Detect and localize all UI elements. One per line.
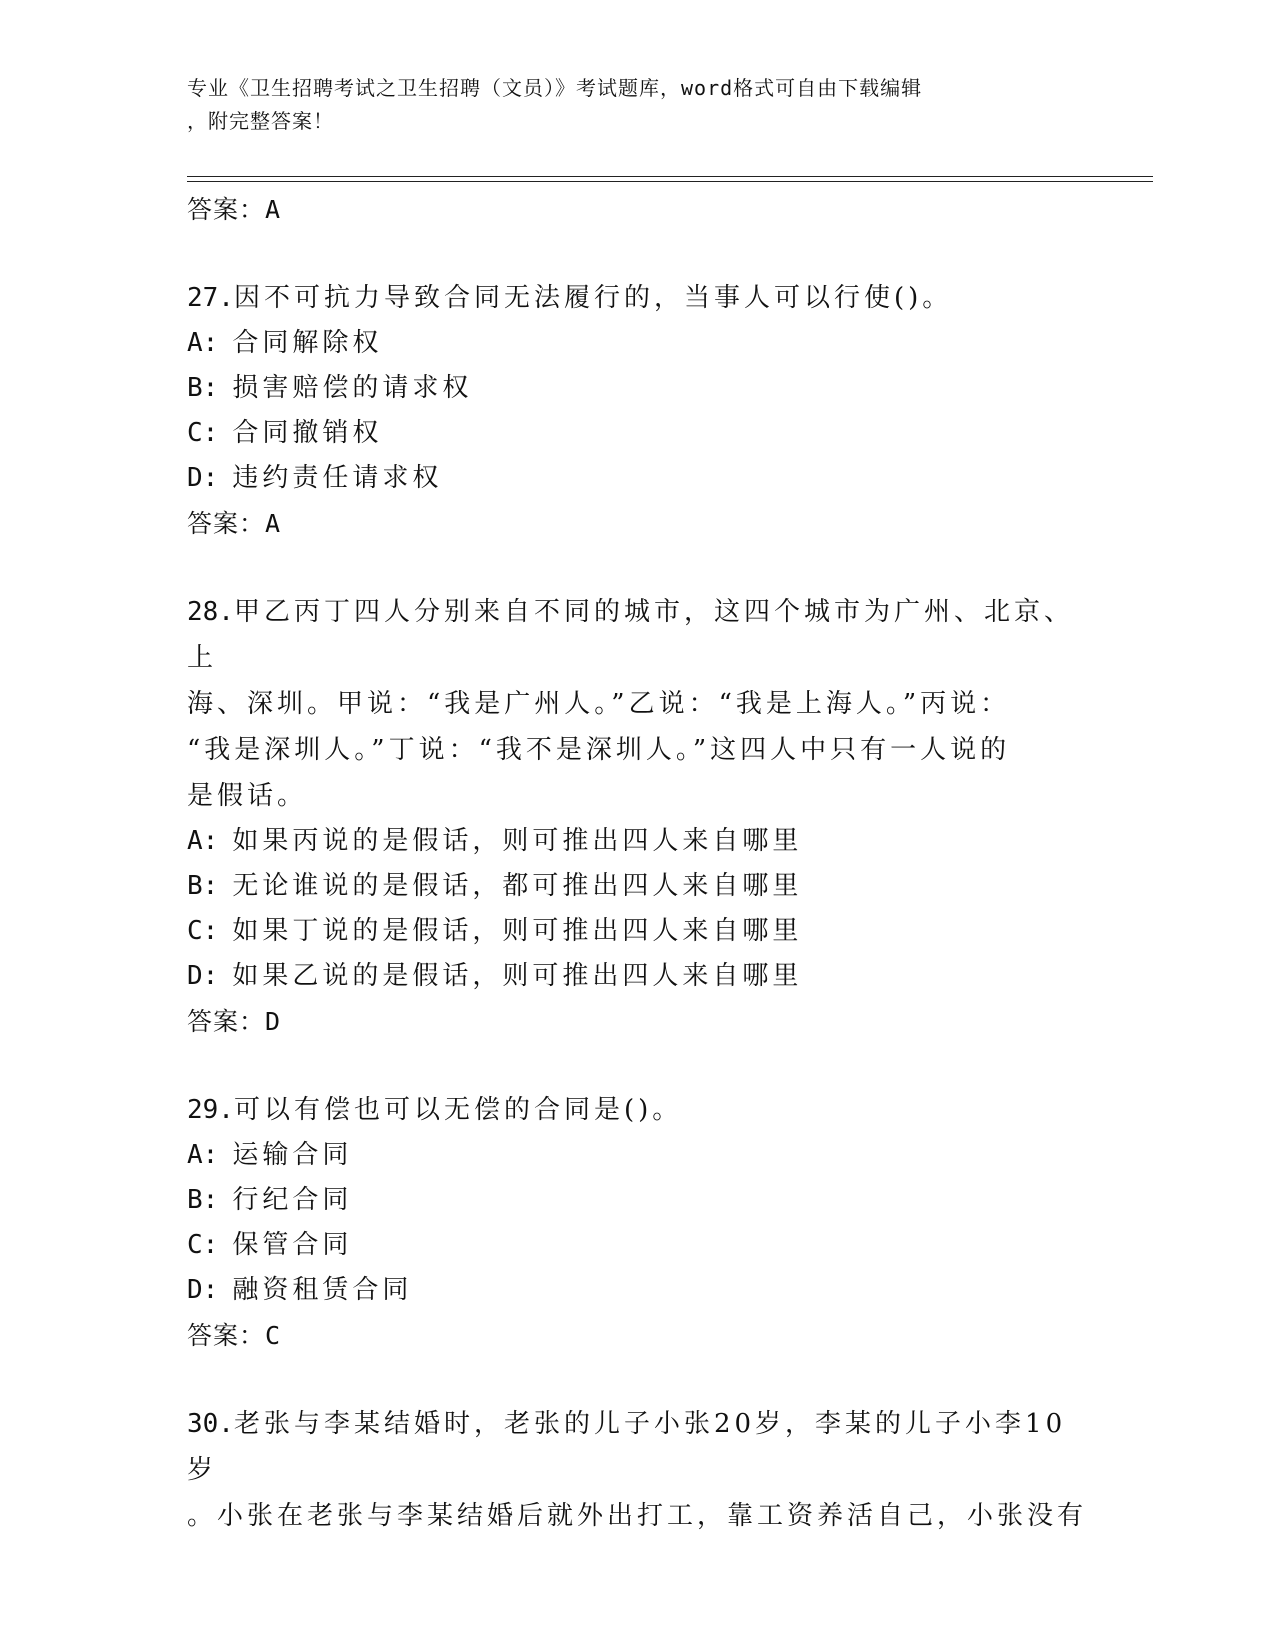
question-stem-line xyxy=(187,589,1087,681)
option-text: 运输合同 xyxy=(232,1140,353,1170)
question-30 xyxy=(187,1401,1087,1539)
question-28 xyxy=(187,589,1087,1045)
question-number: 27. xyxy=(187,283,234,313)
answer-line xyxy=(187,187,1087,233)
option-b xyxy=(187,864,1087,909)
answer-label: 答案： xyxy=(187,195,266,224)
option-key: B: xyxy=(187,1185,219,1215)
answer-label: 答案： xyxy=(187,1321,266,1350)
option-key: B: xyxy=(187,871,219,901)
question-stem-line xyxy=(187,1401,1087,1493)
answer-value: A xyxy=(265,509,282,538)
question-stem xyxy=(187,589,1087,819)
option-b xyxy=(187,366,1087,411)
option-key: A: xyxy=(187,328,219,358)
option-key: D: xyxy=(187,463,219,493)
question-stem-line: “我是深圳人。”丁说：“我不是深圳人。”这四人中只有一人说的 xyxy=(187,735,1011,765)
option-text: 无论谁说的是假话，都可推出四人来自哪里 xyxy=(232,871,803,901)
option-b xyxy=(187,1178,1087,1223)
option-text: 合同解除权 xyxy=(232,328,383,358)
question-text: 因不可抗力导致合同无法履行的，当事人可以行使()。 xyxy=(233,283,953,313)
question-stem xyxy=(187,1401,1087,1539)
option-a xyxy=(187,321,1087,366)
answer-label: 答案： xyxy=(187,509,266,538)
header-divider xyxy=(187,176,1153,182)
question-stem-line: 是假话。 xyxy=(187,781,308,811)
header-title-line-2: ，附完整答案！ xyxy=(187,109,334,133)
option-text: 如果乙说的是假话，则可推出四人来自哪里 xyxy=(232,961,803,991)
question-29 xyxy=(187,1087,1087,1359)
option-text: 保管合同 xyxy=(232,1230,353,1260)
option-c xyxy=(187,909,1087,954)
answer-value: C xyxy=(265,1321,282,1350)
answer-line xyxy=(187,999,1087,1045)
question-text: 甲乙丙丁四人分别来自不同的城市，这四个城市为广州、北京、上 xyxy=(187,597,1074,673)
option-c xyxy=(187,411,1087,456)
option-key: B: xyxy=(187,373,219,403)
option-key: C: xyxy=(187,916,219,946)
option-a xyxy=(187,819,1087,864)
option-text: 如果丙说的是假话，则可推出四人来自哪里 xyxy=(232,826,803,856)
option-key: C: xyxy=(187,418,219,448)
option-key: D: xyxy=(187,1275,219,1305)
question-number: 30. xyxy=(187,1409,234,1439)
question-stem xyxy=(187,275,1087,321)
question-stem-line: 海、深圳。甲说：“我是广州人。”乙说：“我是上海人。”丙说： xyxy=(187,689,1011,719)
question-number: 28. xyxy=(187,597,234,627)
question-27 xyxy=(187,275,1087,547)
option-text: 如果丁说的是假话，则可推出四人来自哪里 xyxy=(232,916,803,946)
option-text: 损害赔偿的请求权 xyxy=(232,373,473,403)
question-stem xyxy=(187,1087,1087,1133)
answer-value: A xyxy=(265,195,282,224)
header-title-line-1: 专业《卫生招聘考试之卫生招聘（文员）》考试题库，word格式可自由下载编辑 xyxy=(187,76,923,100)
option-a xyxy=(187,1133,1087,1178)
option-c xyxy=(187,1223,1087,1268)
answer-label: 答案： xyxy=(187,1007,266,1036)
option-text: 行纪合同 xyxy=(232,1185,353,1215)
question-text: 老张与李某结婚时，老张的儿子小张20岁，李某的儿子小李10岁 xyxy=(187,1409,1067,1485)
question-stem-line: 。小张在老张与李某结婚后就外出打工，靠工资养活自己，小张没有 xyxy=(187,1501,1088,1531)
question-list xyxy=(187,187,1087,1539)
option-text: 违约责任请求权 xyxy=(232,463,443,493)
answer-line xyxy=(187,1313,1087,1359)
option-key: A: xyxy=(187,1140,219,1170)
answer-value: D xyxy=(265,1007,282,1036)
option-key: C: xyxy=(187,1230,219,1260)
option-key: A: xyxy=(187,826,219,856)
question-text: 可以有偿也可以无偿的合同是()。 xyxy=(233,1095,683,1125)
option-d xyxy=(187,1268,1087,1313)
question-number: 29. xyxy=(187,1095,234,1125)
answer-line xyxy=(187,501,1087,547)
option-text: 合同撤销权 xyxy=(232,418,383,448)
option-d xyxy=(187,456,1087,501)
option-d xyxy=(187,954,1087,999)
document-header xyxy=(187,72,1067,138)
option-key: D: xyxy=(187,961,219,991)
option-text: 融资租赁合同 xyxy=(232,1275,413,1305)
